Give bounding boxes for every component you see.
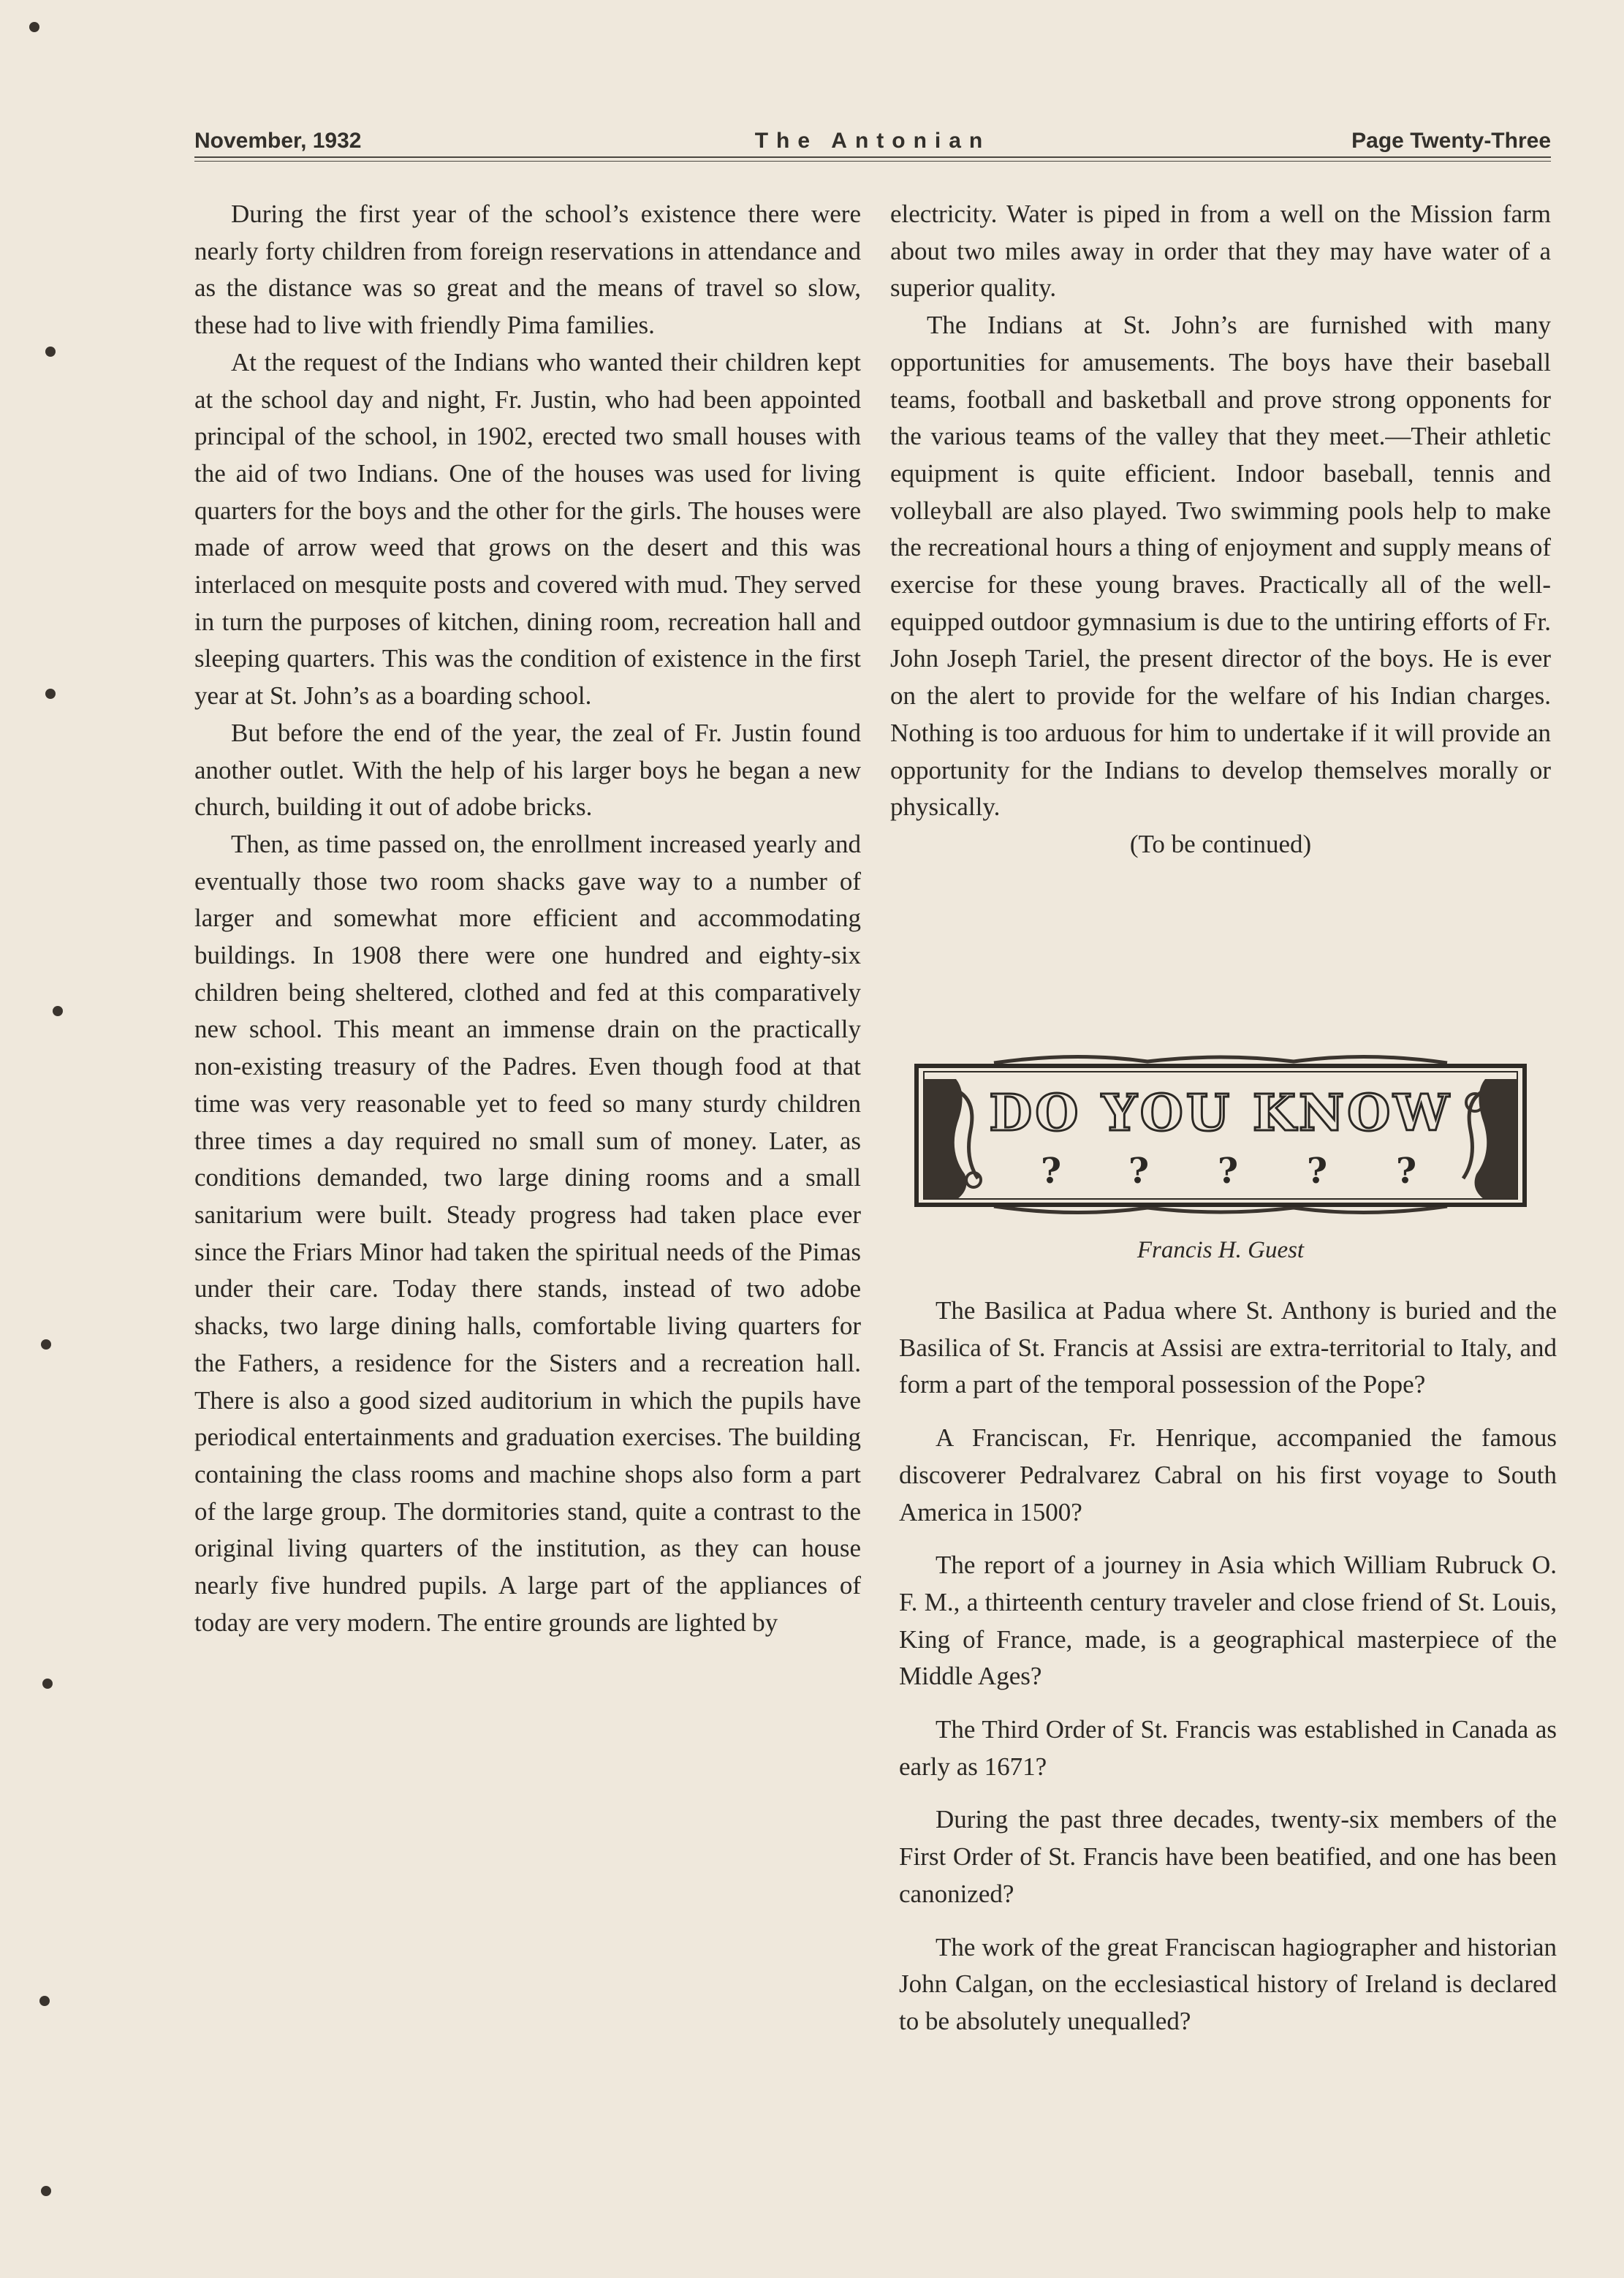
article-paragraph: Then, as time passed on, the enrollment increased yearly and eventually those two room shacks gave way to a number of larger and somewhat more efficient and accommodating buildings. In 1908 there were one hundred and eighty-six children being sheltered, clothed and fed at this comparatively new school. This meant an immense drain on the practically non-existing treasury of the Padres. Even though food at that time was very reasonable yet to feed so many sturdy children three times a day required no small sum of money. Later, as conditions demanded, two large dining rooms and a small sanitarium were built. Steady progress had taken place ever since the Friars Minor had taken the spiritual needs of the Pimas under their care. Today there stands, instead of two adobe shacks, two large dining halls, comfortable living quarters for the Fathers, a residence for the Sisters and a recreation hall. There is also a good sized auditorium in which the pupils have periodical entertainments and graduation exercises. The building containing the class rooms and machine shops also form a part of the large group. The dormitories stand, quite a contrast to the original living quarters of the institution, as they can house nearly five hundred pupils. A large part of the appliances of today are very modern. The entire grounds are lighted by: [194, 829, 861, 1637]
page-number: Page Twenty-Three: [1351, 129, 1551, 153]
banner-question-mark: ?: [1395, 1151, 1417, 1192]
binder-hole: [53, 1006, 63, 1016]
banner-title: DO YOU KNOW: [989, 1084, 1452, 1143]
banner-question-mark: ?: [1128, 1151, 1150, 1192]
issue-date: November, 1932: [194, 129, 362, 153]
article-right-column: [890, 196, 1551, 863]
trivia-item: The Third Order of St. Francis was established in Canada as early as 1671?: [899, 1715, 1557, 1781]
banner-question-mark: ?: [1217, 1151, 1239, 1192]
header-rule: [194, 156, 1551, 158]
header-rule-thin: [194, 161, 1551, 162]
author-byline: Francis H. Guest: [1137, 1237, 1305, 1263]
trivia-item: The work of the great Franciscan hagiographer and historian John Calgan, on the ecclesiastical history of Ireland is declared to be absolutely unequalled?: [899, 1932, 1557, 2035]
binder-hole: [29, 22, 39, 32]
do-you-know-items: [899, 1293, 1557, 2056]
running-header: [194, 129, 1551, 158]
binder-hole: [41, 2186, 51, 2196]
trivia-item: The report of a journey in Asia which William Rubruck O. F. M., a thirteenth century traveler and close friend of St. Louis, King of France, made, is a geographical masterpiece of the Middle Ages?: [899, 1551, 1557, 1691]
binder-hole: [45, 347, 56, 357]
article-paragraph: During the first year of the school’s existence there were nearly forty children from foreign reservations in attendance and as the distance was so great and the means of travel so slow, these had to live with friendly Pima families.: [194, 200, 861, 340]
article-left-column: [194, 196, 861, 1641]
trivia-item: The Basilica at Padua where St. Anthony is buried and the Basilica of St. Francis at Assisi are extra-territorial to Italy, and form a part of the temporal possession of the Pope?: [899, 1296, 1557, 1399]
binder-hole: [42, 1679, 53, 1689]
article-paragraph: But before the end of the year, the zeal of Fr. Justin found another outlet. With the help of his larger boys he began a new church, building it out of adobe bricks.: [194, 718, 861, 822]
article-paragraph: The Indians at St. John’s are furnished with many opportunities for amusements. The boys have their baseball teams, football and basketball and prove strong opponents for the various teams of the valley that they meet.—Their athletic equipment is quite efficient. Indoor baseball, tennis and volleyball are also played. Two swimming pools help to make the recreational hours a thing of enjoyment and supply means of exercise for these young braves. Practically all of the well-equipped outdoor gymnasium is due to the untiring efforts of Fr. John Joseph Tariel, the present director of the boys. He is ever on the alert to provide for the welfare of his Indian charges. Nothing is too arduous for him to undertake if it will provide an opportunity for the Indians to develop themselves morally or physically.: [890, 311, 1551, 822]
publication-title: The Antonian: [754, 129, 991, 153]
trivia-item: A Franciscan, Fr. Henrique, accompanied the famous discoverer Pedralvarez Cabral on his first voyage to South America in 1500?: [899, 1423, 1557, 1526]
banner-question-mark: ?: [1040, 1151, 1062, 1192]
article-paragraph: At the request of the Indians who wanted their children kept at the school day and night, Fr. Justin, who had been appointed principal of the school, in 1902, erected two small houses with the aid of two Indians. One of the houses was used for living quarters for the boys and the other for the girls. The houses were made of arrow weed that grows on the desert and this was interlaced on mesquite posts and covered with mud. They served in turn the purposes of kitchen, dining room, recreation hall and sleeping quarters. This was the condition of existence in the first year at St. John’s as a boarding school.: [194, 347, 861, 711]
binder-hole: [41, 1339, 51, 1350]
binder-hole: [39, 1996, 50, 2006]
trivia-item: During the past three decades, twenty-six members of the First Order of St. Francis have been beatified, and one has been canonized?: [899, 1805, 1557, 1908]
binder-hole: [45, 689, 56, 699]
banner-question-mark: ?: [1306, 1151, 1328, 1192]
article-paragraph: electricity. Water is piped in from a well on the Mission farm about two miles away in order that they may have water of a superior quality.: [890, 200, 1551, 303]
continued-note: (To be continued): [1129, 829, 1312, 858]
do-you-know-banner: [906, 1050, 1535, 1219]
